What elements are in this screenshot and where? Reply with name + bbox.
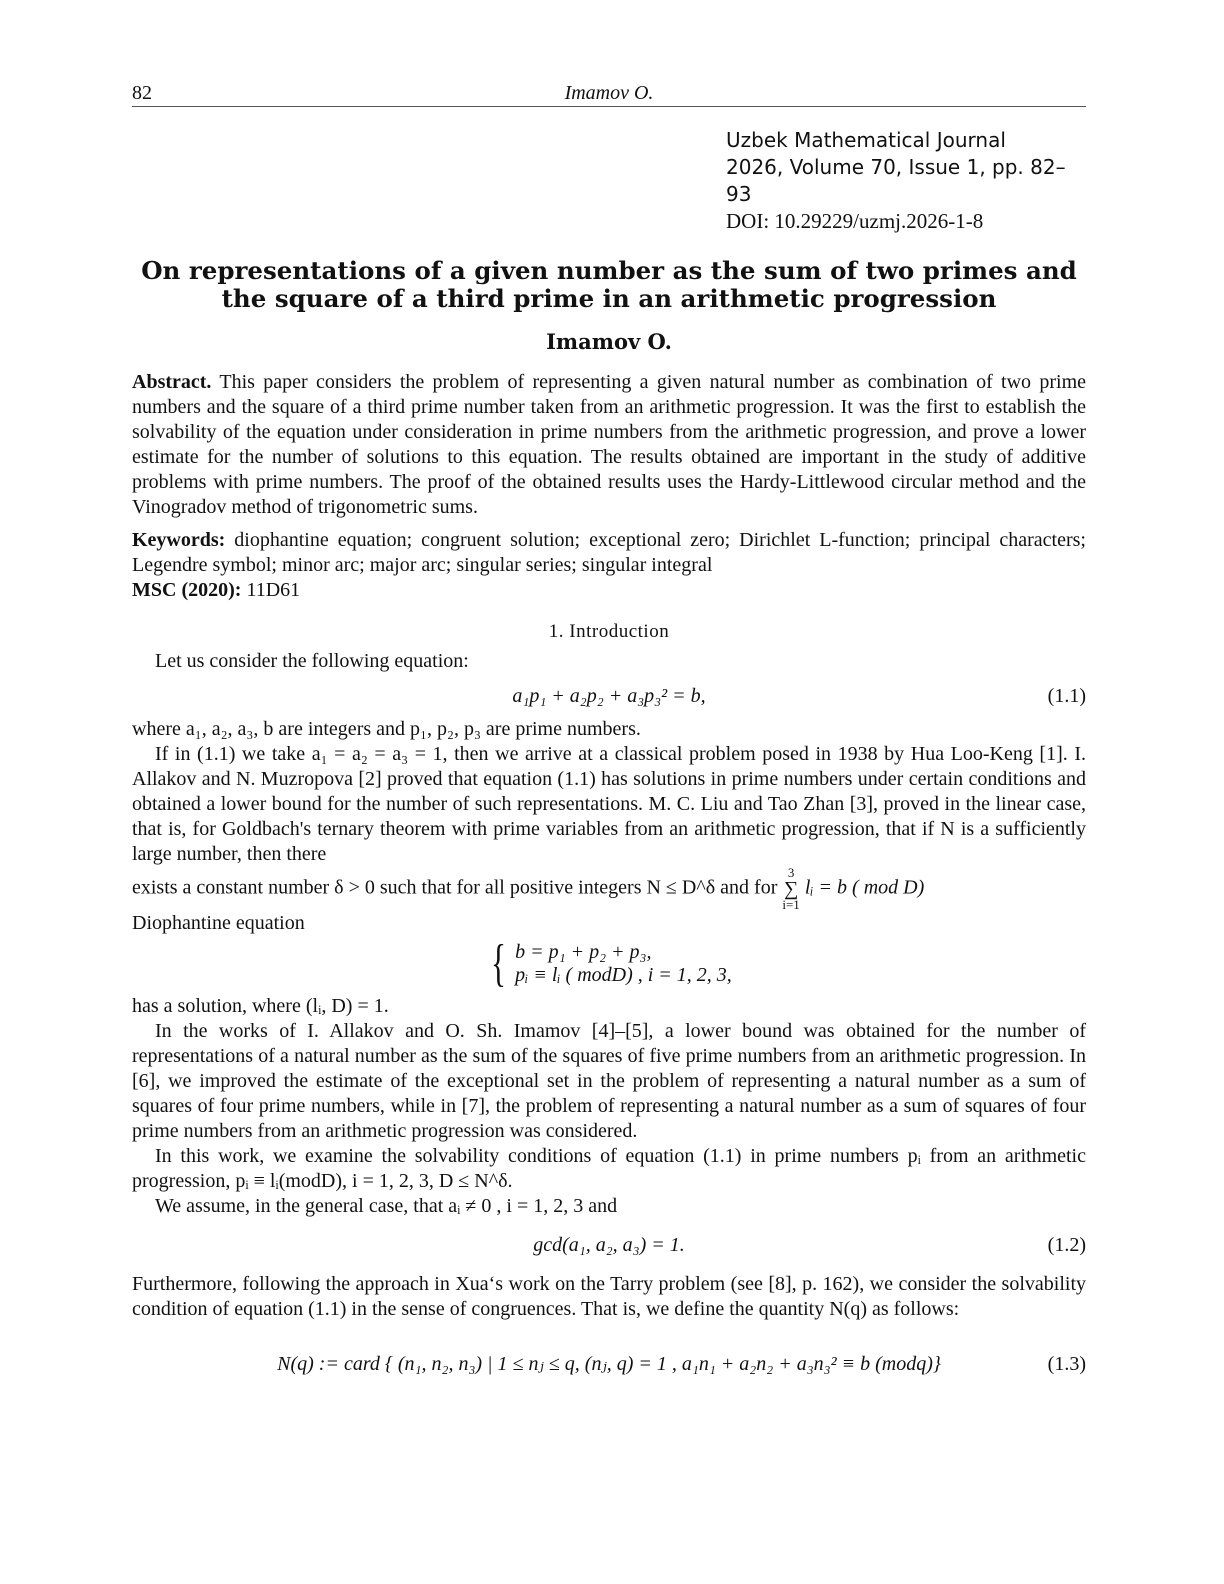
paragraph: In the works of I. Allakov and O. Sh. Imamov [4]–[5], a lower bound was obtained for the number of representations of a natural number as the sum of the squares of five prime numbers from an arithmetic progression. In [6], we improved the estimate of the exceptional set in the problem of representing a natural number as a sum of squares of four prime numbers, while in [7], the problem of representing a natural number as a sum of squares of four prime numbers from an arithmetic progression was considered. [132,1020,1086,1142]
abstract [132,370,1086,520]
running-author: Imamov O. [564,82,654,104]
equation-system [132,935,1086,992]
paragraph: We assume, in the general case, that aᵢ ≠ 0 , i = 1, 2, 3 and [155,1195,618,1217]
text: lᵢ = b ( mod D) [804,876,925,899]
paper-title [132,257,1086,313]
keywords [132,528,1086,578]
abstract-label: Abstract. [132,371,212,393]
equation-number: (1.2) [1047,1234,1086,1256]
sum-lower: i=1 [782,897,800,912]
sum-upper: 3 [787,865,795,880]
journal-name: Uzbek Mathematical Journal [726,128,1006,152]
equation-1-3 [132,1352,1086,1377]
keywords-label: Keywords: [132,529,226,551]
paragraph: If in (1.1) we take a₁ = a₂ = a₃ = 1, then we arrive at a classical problem posed in 1938 by Hua Loo-Keng [1]. I. Allakov and N. Muzropova [2] proved that equation (1.1) has solutions in prime numbers under certain conditions and obtained a lower bound for the number of such representations. M. C. Liu and Tao Zhan [3], proved in the linear case, that is, for Goldbach's ternary theorem with prime variables from an arithmetic progression, that if N is a sufficiently large number, then there [132,743,1086,865]
author: Imamov O. [546,329,672,354]
equation-1-2 [132,1233,1086,1258]
abstract-text: This paper considers the problem of representing a given natural number as combination of two prime numbers and the square of a third prime number taken from an arithmetic progression. It was the first to establish the solvability of the equation under consideration in prime numbers from the arithmetic progression, and prove a lower estimate for the number of solutions to this equation. The results obtained are important in the study of additive problems with prime numbers. The proof of the obtained results uses the Hardy-Littlewood circular method and the Vinogradov method of trigonometric sums. [132,371,1086,518]
text: exists a constant number δ > 0 such that for all positive integers N ≤ D^δ and for [132,876,778,899]
equation-text: a₁p₁ + a₂p₂ + a₃p₃² = b, [512,685,706,707]
equation-number: (1.3) [1047,1353,1086,1375]
paragraph: where a₁, a₂, a₃, b are integers and p₁, p₂, p₃ are prime numbers. [132,718,641,740]
title-line-1: On representations of a given number as the sum of two primes and [141,256,1077,285]
paragraph: Diophantine equation [132,912,305,934]
msc-label: MSC (2020): [132,579,242,601]
paragraph: Let us consider the following equation: [155,650,469,672]
journal-info [726,127,1086,235]
section-heading: 1. Introduction [548,621,670,642]
paragraph-sum-line [132,867,1086,911]
keywords-text: diophantine equation; congruent solution; exceptional zero; Dirichlet L-function; principal characters; Legendre symbol; minor arc; major arc; singular series; singular integral [132,529,1086,576]
brace-icon: { [491,935,507,992]
equation-text: N(q) := card { (n₁, n₂, n₃) | 1 ≤ nⱼ ≤ q, (nⱼ, q) = 1 , a₁n₁ + a₂n₂ + a₃n₃² ≡ b (modq)} [277,1353,941,1375]
equation-text: gcd(a₁, a₂, a₃) = 1. [533,1234,685,1256]
msc [132,578,1086,603]
equation-1-1 [132,684,1086,709]
paragraph: Furthermore, following the approach in Xua‘s work on the Tarry problem (see [8], p. 162), we consider the solvability condition of equation (1.1) in the sense of congruences. That is, we define the quantity N(q) as follows: [132,1273,1086,1320]
journal-issue: 2026, Volume 70, Issue 1, pp. 82–93 [726,155,1066,206]
paragraph: In this work, we examine the solvability conditions of equation (1.1) in prime numbers pᵢ from an arithmetic progression, pᵢ ≡ lᵢ(modD), i = 1, 2, 3, D ≤ N^δ. [132,1145,1086,1192]
msc-text: 11D61 [241,579,301,601]
page-number: 82 [132,82,152,104]
sum-symbol: 3 ∑ i=1 [782,865,800,912]
paragraph: has a solution, where (lᵢ, D) = 1. [132,995,389,1017]
system-line-2: pᵢ ≡ lᵢ ( modD) , i = 1, 2, 3, [515,964,732,986]
running-header [132,80,1086,107]
system-line-1: b = p₁ + p₂ + p₃, [515,941,652,963]
equation-number: (1.1) [1047,685,1086,707]
page [132,80,1086,1385]
title-line-2: the square of a third prime in an arithmetic progression [221,284,997,313]
journal-doi: DOI: 10.29229/uzmj.2026-1-8 [726,209,984,233]
